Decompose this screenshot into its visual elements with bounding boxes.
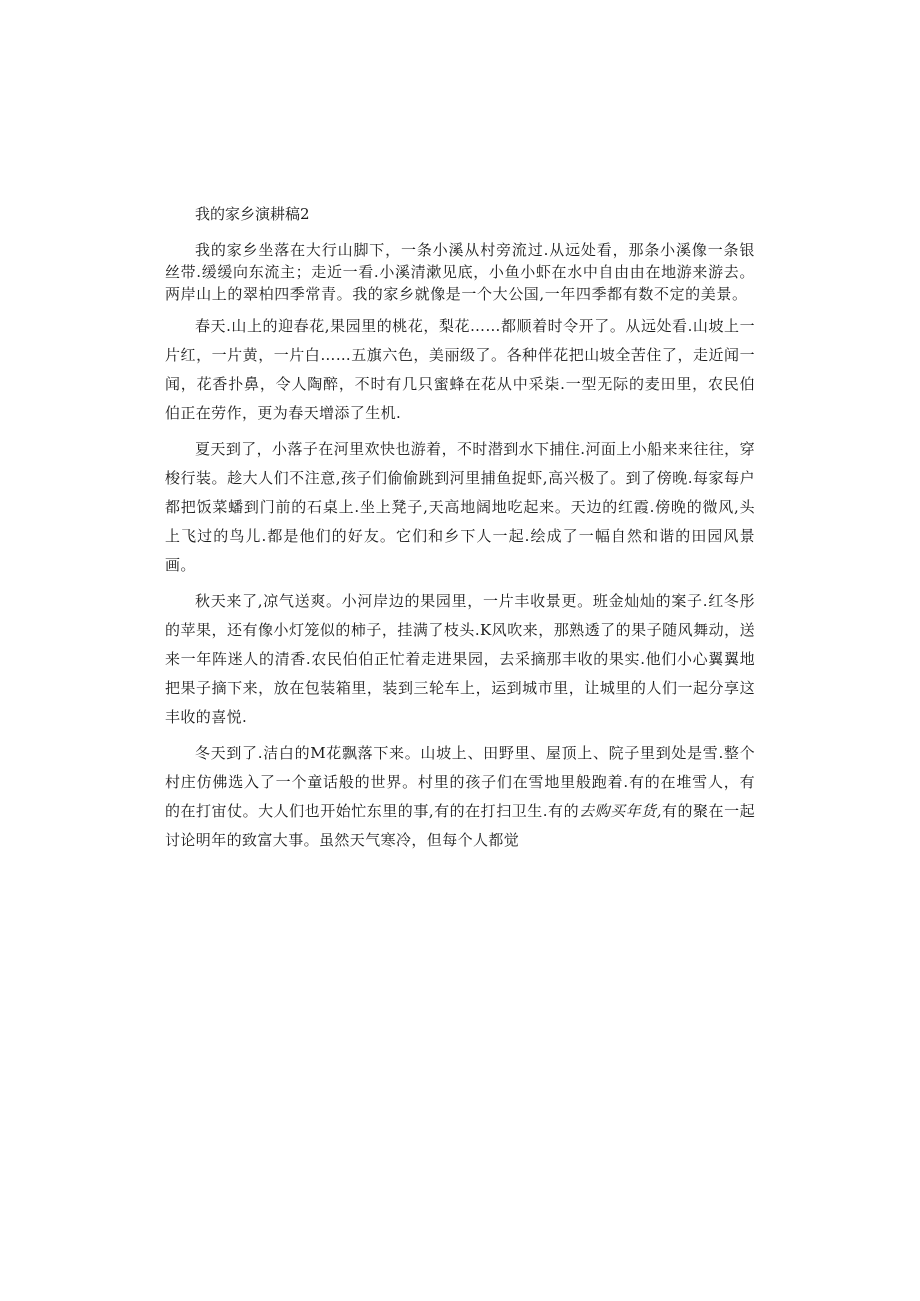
document-body: [165, 199, 755, 862]
paragraph-winter-text-after: 有的聚在一起讨论明年的致富大事。虽然天气寒冷，但每个人都觉: [165, 802, 755, 849]
paragraph-autumn: 秋天来了,凉气送爽。小河岸边的果园里，一片丰收景更。班金灿灿的案子.红冬彤的苹果，还有像小灯笼似的柿子，挂满了枝头.K风吹来，那熟透了的果子随风舞动，送来一年阵迷人的清香.农民伯伯正忙着走进果园，去采摘那丰收的果实.他们小心翼翼地把果子摘下来，放在包装箱里，装到三轮车上，运到城市里，让城里的人们一起分享这丰收的喜悦.: [165, 592, 755, 726]
paragraph-spring: 春天.山上的迎春花,果园里的桃花，梨花……都顺着时令开了。从远处看.山坡上一片红，一片黄，一片白……五旗六色，美丽级了。各种伴花把山坡全苦住了，走近闻一闻，花香扑鼻，令人陶醉，不时有几只蜜蜂在花从中采柒.一型无际的麦田里，农民伯伯正在劳作，更为春天增添了生机.: [165, 317, 755, 422]
paragraph-intro: 我的家乡坐落在大行山脚下，一条小溪从村旁流过.从远处看，那条小溪像一条银丝带.缓缓向东流主；走近一看.小溪清漱见底，小鱼小虾在水中自由由在地游来游去。两岸山上的翠柏四季常青。我的家乡就像是一个大公国,一年四季都有数不定的美景。: [165, 241, 755, 303]
paragraph-winter-text-before: 冬天到了.洁白的M花飘落下来。山坡上、田野里、屋顶上、院子里到处是雪.整个村庄仿佛选入了一个童话般的世界。村里的孩子们在雪地里般跑着.有的在堆雪人，有的在打宙仗。大人们也开始忙东里的事,有的在打扫卫生.有的: [165, 744, 755, 820]
paragraph-winter: [165, 739, 755, 855]
paragraph-summer: 夏天到了，小落子在河里欢快也游着，不时潜到水下捕住.河面上小船来来往往，穿梭行装。趁大人们不注意,孩子们偷偷跳到河里捕鱼捉虾,高兴极了。到了傍晚.每家每户都把饭菜蟠到门前的石桌上.坐上凳子,天高地阔地吃起来。天边的红霞.傍晚的微风,头上飞过的鸟儿.都是他们的好友。它们和乡下人一起.绘成了一幅自然和谐的田园风景画。: [165, 440, 755, 574]
paragraph-winter-italic-text: 去购买年货,: [579, 802, 662, 820]
document-title: 我的家乡演耕稿2: [195, 205, 310, 223]
